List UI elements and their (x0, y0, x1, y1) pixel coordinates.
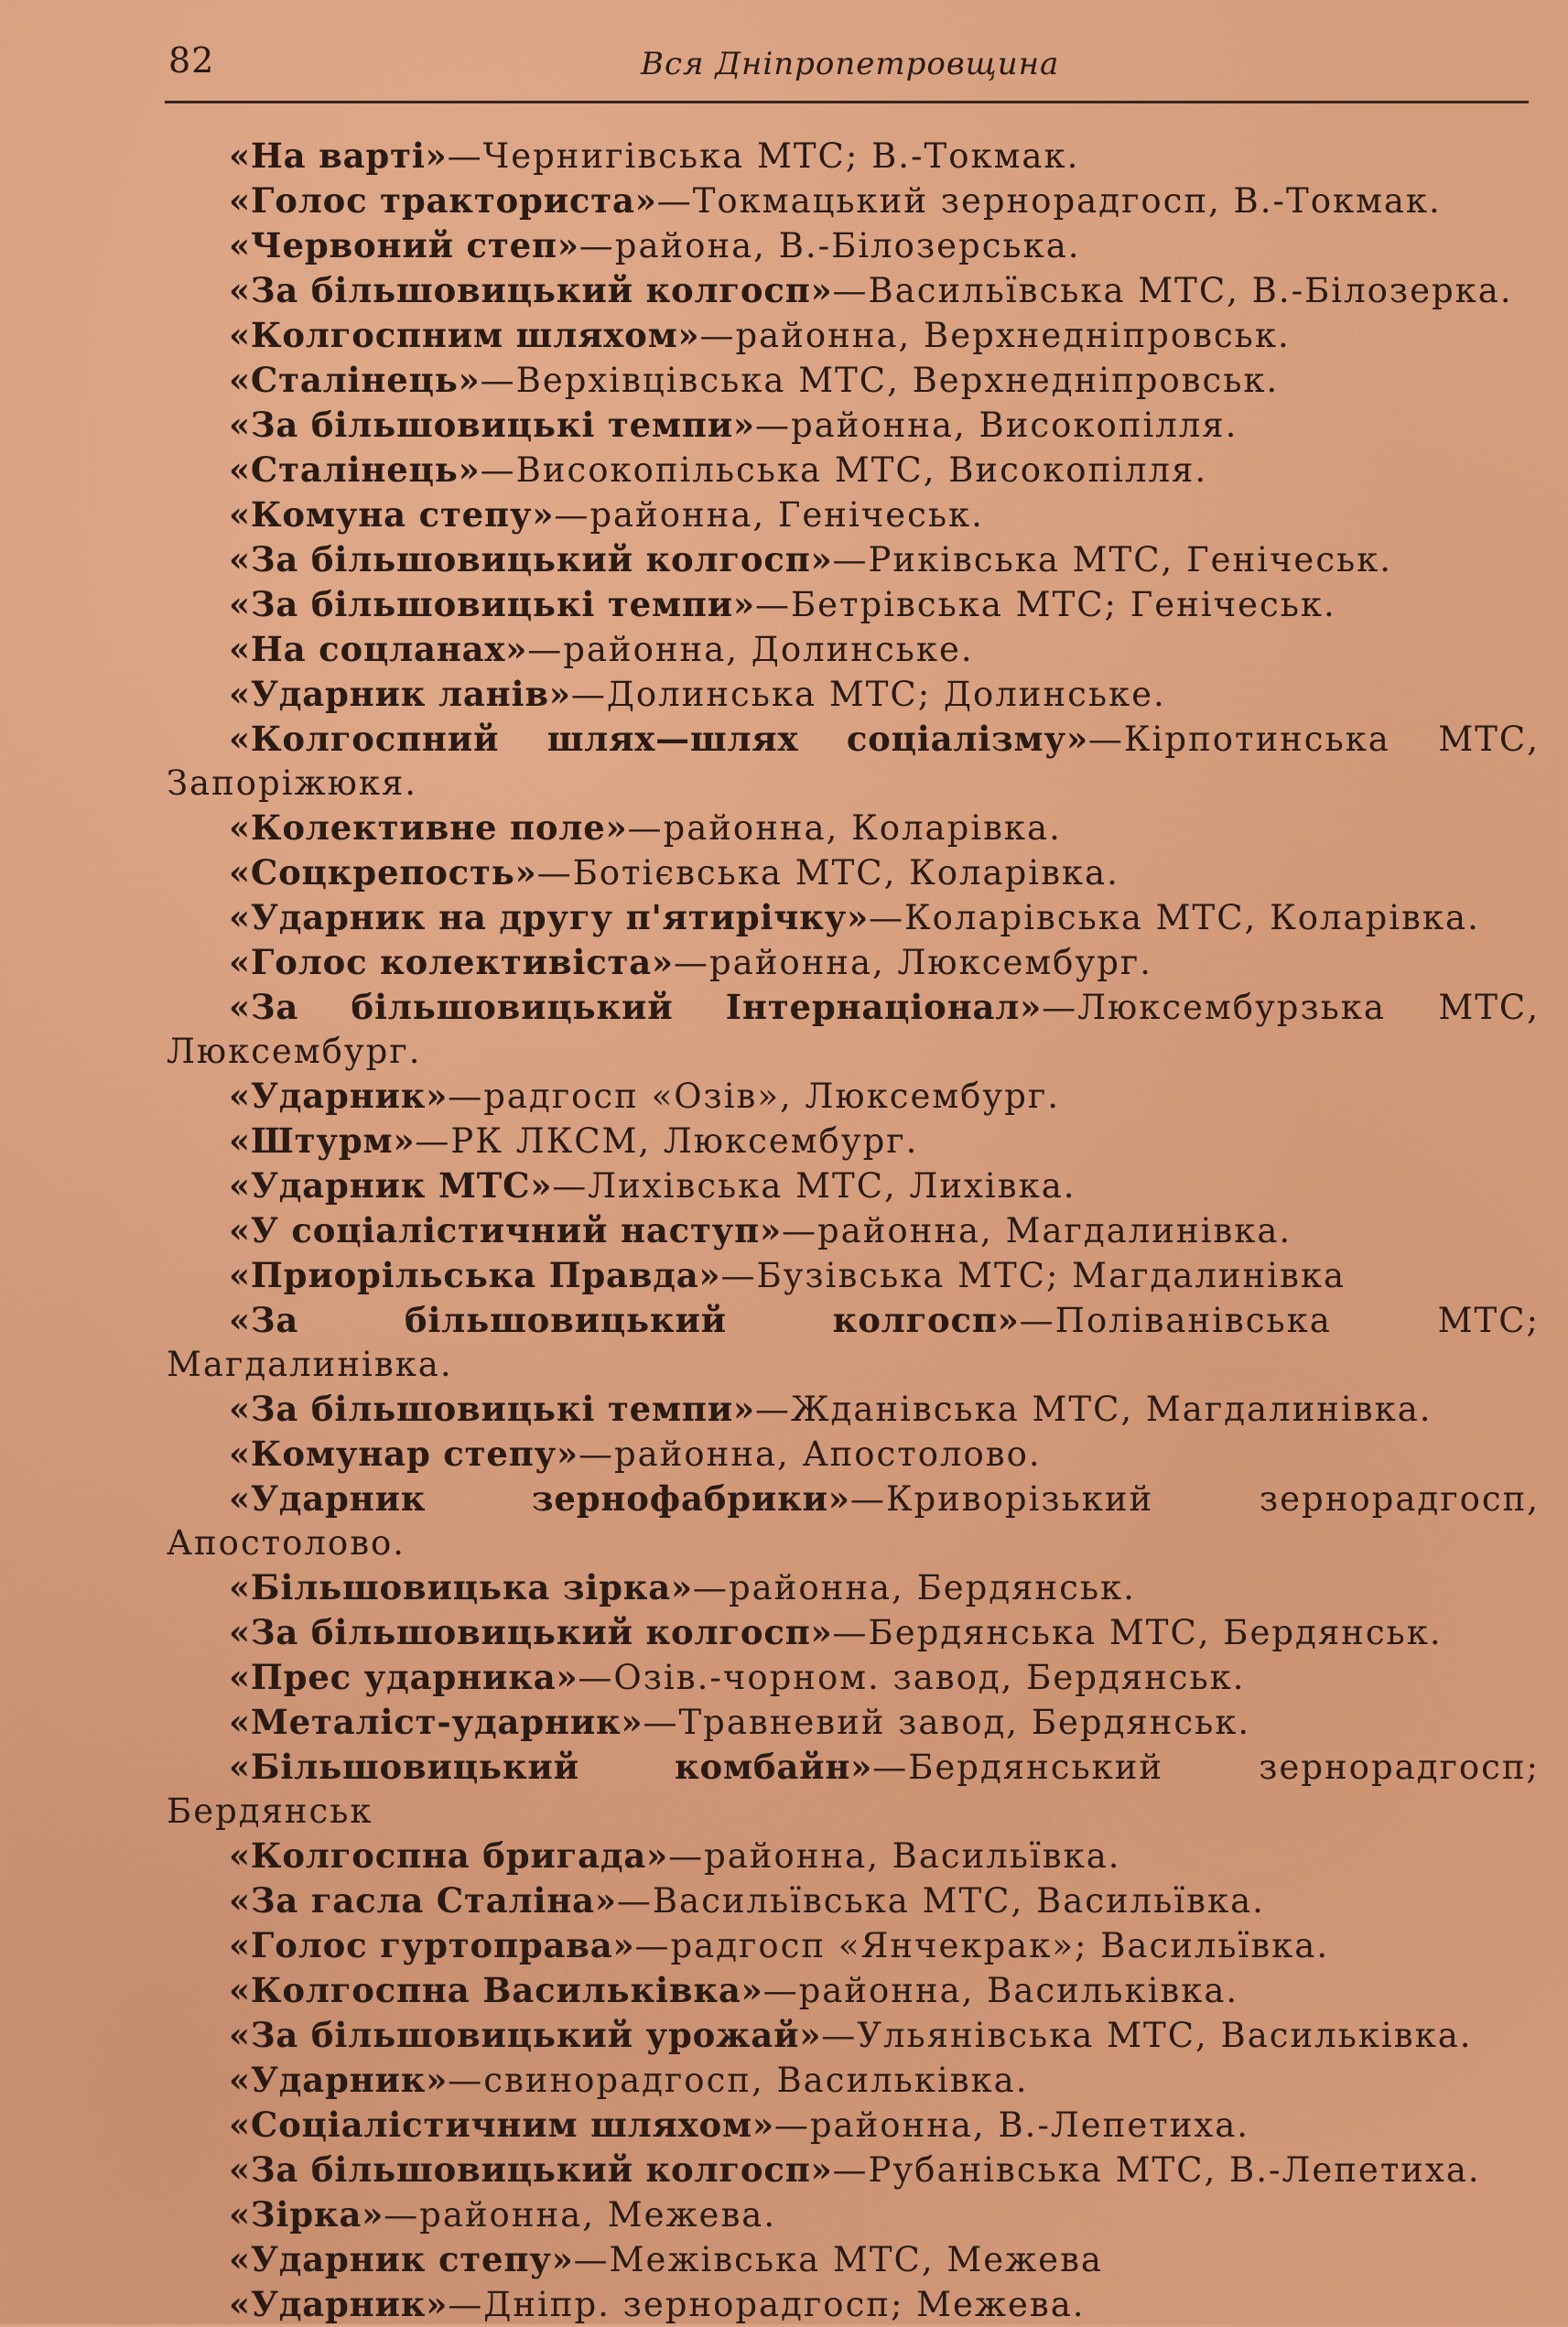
list-item (167, 1298, 1540, 1387)
newspaper-title: «За більшовицькі темпи» (229, 1389, 755, 1429)
newspaper-title: «На соцланах» (229, 629, 528, 669)
newspaper-title: «Більшовицька зірка» (229, 1567, 693, 1607)
newspaper-title: «Комуна степу» (229, 494, 555, 535)
list-item (167, 627, 1540, 672)
newspaper-title: «Голос гуртоправа» (229, 1925, 635, 1965)
publisher-location: —Кірпотинська МТС, Запоріжюкя. (167, 720, 1540, 803)
publisher-location: —Криворізький зернорадгосп, Апостолово. (167, 1479, 1540, 1563)
list-item (167, 2103, 1540, 2148)
list-item (167, 985, 1540, 1074)
newspaper-title: «Соціалістичним шляхом» (229, 2105, 774, 2145)
list-item (167, 1610, 1540, 1655)
publisher-location: —районна, В.-Лепетиха. (773, 2105, 1250, 2145)
newspaper-title: «За більшовицький колгосп» (229, 2149, 833, 2190)
list-item (167, 313, 1540, 358)
newspaper-title: «Голос тракториста» (229, 180, 657, 221)
newspaper-title: «За більшовицький Інтернаціонал» (229, 987, 1043, 1027)
list-item (167, 1164, 1540, 1208)
list-item (167, 1700, 1540, 1745)
publisher-location: —Коларівська МТС, Коларівка. (869, 898, 1480, 937)
publisher-location: —Чернигівська МТС; В.-Токмак. (447, 136, 1080, 176)
publisher-location: —районна, Долинське. (527, 630, 974, 669)
publisher-location: —районна, Коларівка. (627, 808, 1062, 848)
publisher-location: —Верхівцівська МТС, Верхнедніпровськ. (480, 361, 1280, 400)
list-item (167, 2237, 1540, 2282)
list-item (167, 1655, 1540, 1700)
list-item (167, 2148, 1540, 2192)
publisher-location: —Ботієвська МТС, Коларівка. (536, 853, 1119, 893)
newspaper-title: «Металіст-ударник» (229, 1702, 643, 1742)
newspaper-title: «Колективне поле» (229, 807, 628, 848)
list-item (167, 537, 1540, 582)
newspaper-title: «Сталінець» (229, 449, 481, 490)
publisher-location: —Межівська МТС, Межева (573, 2240, 1103, 2279)
list-item (167, 1878, 1540, 1923)
header-rule (165, 101, 1529, 103)
list-item (167, 895, 1540, 940)
newspaper-title: «Колгоспна бригада» (229, 1835, 669, 1876)
publisher-location: —районна, Верхнедніпровськ. (699, 316, 1291, 355)
newspaper-title: «Колгоспним шляхом» (229, 315, 700, 355)
publisher-location: —Лихівська МТС, Лихівка. (552, 1166, 1076, 1206)
publisher-location: —районна, Межева. (384, 2195, 777, 2235)
publisher-location: —Васильївська МТС, В.-Білозерка. (832, 271, 1513, 310)
publisher-location: —Риківська МТС, Генічеськ. (832, 540, 1393, 579)
publisher-location: —районна, Васильківка. (762, 1971, 1239, 2010)
newspaper-title: «За більшовицькі темпи» (229, 405, 755, 445)
publisher-location: —Токмацький зернорадгосп, В.-Токмак. (656, 181, 1442, 221)
publisher-location: —районна, Генічеськ. (554, 495, 984, 535)
publisher-location: —Рубанівська МТС, В.-Лепетиха. (832, 2150, 1481, 2190)
publisher-location: —радгосп «Озів», Люксембург. (448, 1077, 1061, 1116)
newspaper-title: «Колгоспна Васильківка» (229, 1970, 763, 2010)
publisher-location: —Бузівська МТС; Магдалинівка (720, 1256, 1346, 1295)
newspaper-title: «Приорільська Правда» (229, 1255, 721, 1295)
list-item (167, 717, 1540, 806)
publisher-location: —районна, Бердянськ. (692, 1568, 1136, 1607)
publisher-location: —Ульянівська МТС, Васильківка. (821, 2016, 1473, 2055)
publisher-location: —Травневий завод, Бердянськ. (643, 1703, 1251, 1742)
publisher-location: —районна, Васильївка. (668, 1836, 1121, 1876)
publisher-location: —РК ЛКСМ, Люксембург. (415, 1121, 919, 1161)
list-item (167, 2192, 1540, 2237)
list-item (167, 403, 1540, 448)
newspaper-title: «Червоний степ» (229, 225, 579, 265)
publisher-location: —районна, Апостолово. (578, 1434, 1042, 1474)
list-item (167, 268, 1540, 313)
publisher-location: —районна, Магдалинівка. (781, 1211, 1292, 1250)
newspaper-title: «Голос колективіста» (229, 942, 674, 982)
list-item (167, 223, 1540, 268)
list-item (167, 1387, 1540, 1432)
list-item (167, 1253, 1540, 1298)
newspaper-title: «Ударник на другу п'ятирічку» (229, 897, 870, 937)
list-item (167, 806, 1540, 850)
publisher-location: —Бердянська МТС, Бердянськ. (832, 1613, 1443, 1652)
newspaper-title: «Більшовицький комбайн» (229, 1747, 873, 1787)
newspaper-title: «Ударник» (229, 2284, 449, 2324)
list-item (167, 358, 1540, 403)
newspaper-title: «Соцкрепость» (229, 852, 537, 893)
publisher-location: —района, В.-Білозерська. (579, 226, 1081, 265)
newspaper-title: «За більшовицький колгосп» (229, 1300, 1020, 1340)
publisher-location: —Високопільська МТС, Високопілля. (480, 450, 1208, 490)
list-item (167, 1074, 1540, 1119)
list-item (167, 448, 1540, 492)
newspaper-title: «Ударник степу» (229, 2239, 574, 2279)
newspaper-title: «Ударник ланів» (229, 674, 571, 714)
newspaper-title: «Штурм» (229, 1120, 416, 1161)
publisher-location: —Озів.-чорном. завод, Бердянськ. (578, 1658, 1246, 1697)
newspaper-title: «Прес ударника» (229, 1657, 579, 1697)
newspaper-title: «На варті» (229, 135, 448, 176)
publisher-location: —Жданівська МТС, Магдалинівка. (754, 1390, 1433, 1429)
publisher-location: —Бердянський зернорадгосп; Бердянськ (167, 1748, 1540, 1831)
publisher-location: —Долинська МТС; Долинське. (570, 675, 1166, 714)
page-number: 82 (168, 40, 215, 81)
list-item (167, 2013, 1540, 2058)
list-item (167, 492, 1540, 537)
list-item (167, 672, 1540, 717)
newspaper-title: «Комунар степу» (229, 1434, 579, 1474)
list-item (167, 1923, 1540, 1968)
list-item (167, 134, 1540, 179)
newspaper-title: «За більшовицький колгосп» (229, 1612, 833, 1652)
publisher-location: —районна, Люксембург. (673, 943, 1153, 982)
list-item (167, 1834, 1540, 1878)
newspaper-title: «За гасла Сталіна» (229, 1880, 617, 1921)
publisher-location: —районна, Високопілля. (754, 406, 1238, 445)
publisher-location: —радгосп «Янчекрак»; Васильївка. (634, 1926, 1330, 1965)
list-item (167, 2058, 1540, 2103)
list-item (167, 1477, 1540, 1565)
list-item (167, 1119, 1540, 1164)
publisher-location: —Бетрівська МТС; Генічеськ. (754, 585, 1336, 624)
list-item (167, 940, 1540, 985)
newspaper-title: «Сталінець» (229, 360, 481, 400)
newspaper-title: «Ударник МТС» (229, 1165, 553, 1206)
newspaper-title: «За більшовицький урожай» (229, 2015, 822, 2055)
list-item (167, 179, 1540, 223)
list-item (167, 1565, 1540, 1610)
newspaper-title: «Зірка» (229, 2194, 384, 2235)
list-item (167, 1745, 1540, 1834)
list-item (167, 850, 1540, 895)
newspaper-title: «Ударник» (229, 2060, 449, 2100)
newspaper-title: «Ударник» (229, 1076, 449, 1116)
list-item (167, 2282, 1540, 2327)
newspaper-title: «Колгоспний шлях—шлях соціалізму» (229, 719, 1088, 759)
publisher-location: —свинорадгосп, Васильківка. (448, 2061, 1029, 2100)
list-item (167, 1432, 1540, 1477)
newspaper-list (167, 134, 1540, 2327)
publisher-location: —Васильївська МТС, Васильївка. (616, 1881, 1265, 1921)
list-item (167, 1968, 1540, 2013)
running-title: Вся Дніпропетровщина (641, 46, 1060, 82)
newspaper-title: «За більшовицькі темпи» (229, 584, 755, 624)
page-header (165, 35, 1529, 99)
list-item (167, 1208, 1540, 1253)
newspaper-title: «За більшовицький колгосп» (229, 539, 833, 579)
newspaper-title: «Ударник зернофабрики» (229, 1478, 850, 1519)
publisher-location: —Дніпр. зернорадгосп; Межева. (448, 2285, 1086, 2324)
publisher-location: —Люксембурзька МТС, Люксембург. (167, 988, 1540, 1071)
newspaper-title: «За більшовицький колгосп» (229, 270, 833, 310)
newspaper-title: «У соціалістичний наступ» (229, 1210, 782, 1250)
publisher-location: —Поліванівська МТС; Магдалинівка. (167, 1301, 1540, 1384)
list-item (167, 582, 1540, 627)
